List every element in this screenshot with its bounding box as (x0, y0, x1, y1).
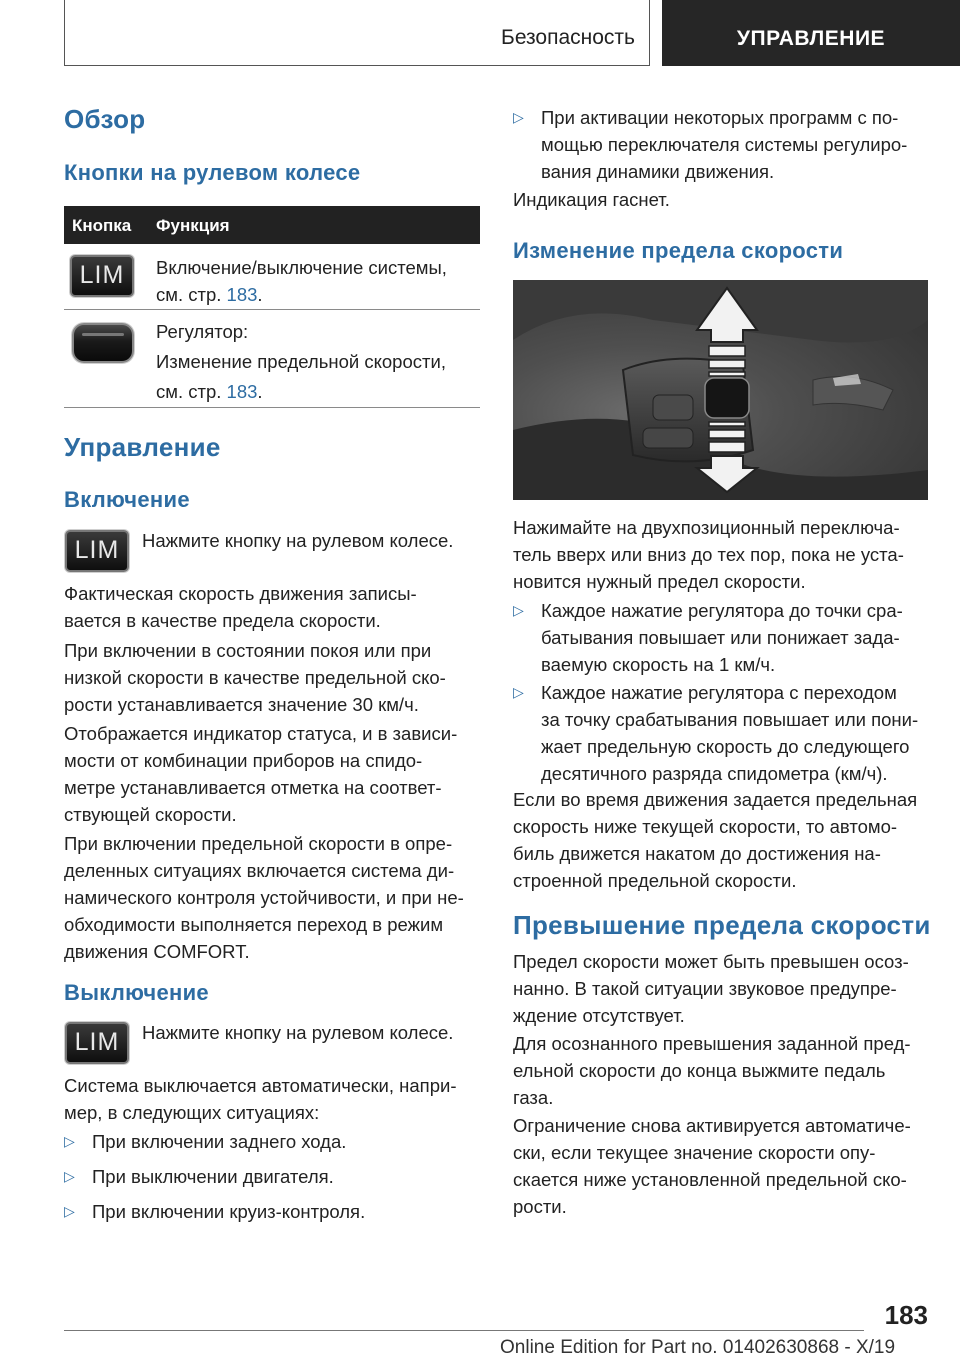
col-button-header: Кнопка (72, 216, 132, 235)
text-line: строенной предельной скорости. (513, 870, 797, 891)
exceed-paragraph-1 (513, 948, 933, 1029)
text-line: Предел скорости может быть превышен осоз‐ (513, 951, 909, 972)
off-paragraph-1 (64, 1072, 484, 1126)
bullet-text: При включении заднего хода. (92, 1131, 347, 1152)
row1-text (156, 254, 476, 308)
text-line: Каждое нажатие регулятора с переходом (541, 682, 897, 703)
bullet-triangle-icon: ▷ (513, 109, 524, 125)
rocker-switch-icon (72, 323, 134, 363)
heading-exceed: Превышение предела скорости (513, 910, 931, 940)
lim-button-icon: LIM (65, 530, 129, 572)
row1-ref-prefix: см. стр. (156, 284, 227, 305)
bullet-text (513, 597, 933, 678)
text-line: метре устанавливается отметка на соответ‐ (64, 777, 442, 798)
on-press-text: Нажмите кнопку на рулевом колесе. (142, 530, 454, 551)
text-line: тель вверх или вниз до тех пор, пока не уста‐ (513, 544, 904, 565)
on-paragraph-3 (64, 720, 484, 828)
page-number: 183 (884, 1300, 928, 1330)
on-paragraph-2 (64, 637, 484, 718)
indicator-off-text: Индикация гаснет. (513, 189, 670, 210)
bullet-triangle-icon: ▷ (64, 1133, 75, 1149)
text-line: обходимости выполняется переход в режим (64, 914, 444, 935)
exceed-paragraph-3 (513, 1112, 933, 1220)
list-item (513, 679, 933, 787)
text-line: батывания повышает или понижает зада‐ (541, 627, 900, 648)
paragraph-coast (513, 786, 943, 894)
heading-change: Изменение предела скорости (513, 238, 844, 263)
row1-line1: Включение/выключение системы, (156, 257, 447, 278)
table-row (64, 244, 480, 310)
text-line: Каждое нажатие регулятора до точки сра‐ (541, 600, 903, 621)
text-line: ельной скорости до конца выжмите педаль (513, 1060, 886, 1081)
page-ref-link[interactable]: 183 (226, 284, 258, 305)
on-paragraph-4 (64, 830, 484, 965)
text-line: движения COMFORT. (64, 941, 250, 962)
bullet-triangle-icon: ▷ (513, 684, 524, 700)
text-line: мости от комбинации приборов на спидо‐ (64, 750, 423, 771)
text-line: вается в качестве предела скорости. (64, 610, 381, 631)
text-line: При включении в состоянии покоя или при (64, 640, 432, 661)
text-line: деленных ситуациях включается система ди‐ (64, 860, 455, 881)
row2-line2: Изменение предельной скорости, (156, 351, 446, 372)
heading-off: Выключение (64, 980, 209, 1005)
header-section: Безопасность (501, 26, 635, 49)
text-line: мощью переключателя системы регулиро‐ (541, 134, 908, 155)
exceed-paragraph-2 (513, 1030, 933, 1111)
text-line: При активации некоторых программ с по‐ (541, 107, 899, 128)
page-ref-link[interactable]: 183 (226, 381, 258, 402)
text-line: При включении предельной скорости в опре‐ (64, 833, 453, 854)
text-line: Отображается индикатор статуса, и в зависи‐ (64, 723, 458, 744)
text-line: жает предельную скорость до следующего (541, 736, 910, 757)
bullet-triangle-icon: ▷ (64, 1203, 75, 1219)
text-line: ствующей скорости. (64, 804, 237, 825)
change-paragraph (513, 514, 933, 595)
text-line: за точку срабатывания повышает или пони‐ (541, 709, 919, 730)
text-line: мер, в следующих ситуациях: (64, 1102, 320, 1123)
text-line: ваемую скорость на 1 км/ч. (541, 654, 776, 675)
text-line: вания динамики движения. (541, 161, 775, 182)
text-line: рости. (513, 1196, 567, 1217)
text-line: рости устанавливается значение 30 км/ч. (64, 694, 419, 715)
on-paragraph-1 (64, 580, 484, 634)
text-line: новится нужный предел скорости. (513, 571, 806, 592)
text-line: нанно. В такой ситуации звуковое предупре‐ (513, 978, 897, 999)
text-line: Система выключается автоматически, напри‐ (64, 1075, 457, 1096)
header-frame (64, 0, 650, 66)
bullet-triangle-icon: ▷ (513, 602, 524, 618)
steering-wheel-photo (513, 280, 928, 500)
lim-button-icon: LIM (70, 255, 134, 297)
text-line: Если во время движения задается предельная (513, 789, 918, 810)
list-item (513, 104, 933, 185)
heading-on: Включение (64, 487, 190, 512)
text-line: Фактическая скорость движения записы‐ (64, 583, 417, 604)
text-line: десятичного разряда спидометра (км/ч). (541, 763, 888, 784)
text-line: Нажимайте на двухпозиционный переключа‐ (513, 517, 900, 538)
table-header (64, 206, 480, 244)
off-press-text: Нажмите кнопку на рулевом колесе. (142, 1022, 454, 1043)
row2-line1: Регулятор: (156, 321, 249, 342)
text-line: Ограничение снова активируется автоматиче‐ (513, 1115, 911, 1136)
bullet-triangle-icon: ▷ (64, 1168, 75, 1184)
row2-text (156, 317, 476, 407)
footer-divider (64, 1330, 864, 1331)
list-item (64, 1163, 334, 1190)
text-line: низкой скорости в качестве предельной ско‐ (64, 667, 446, 688)
heading-control: Управление (64, 432, 221, 462)
heading-overview: Обзор (64, 104, 146, 134)
text-line: газа. (513, 1087, 554, 1108)
text-line: биль движется накатом до достижения на‐ (513, 843, 881, 864)
row2-ref-prefix: см. стр. (156, 381, 227, 402)
list-item (64, 1198, 365, 1225)
footer-edition: Online Edition for Part no. 01402630868 - X/19 (500, 1337, 896, 1358)
col-function-header: Функция (156, 216, 230, 235)
text-line: Для осознанного превышения заданной пред‐ (513, 1033, 911, 1054)
bullet-text: При выключении двигателя. (92, 1166, 334, 1187)
text-line: скается ниже установленной предельной ско‐ (513, 1169, 907, 1190)
heading-buttons: Кнопки на рулевом колесе (64, 160, 361, 185)
bullet-text (513, 104, 933, 185)
bullet-text (513, 679, 933, 787)
text-line: ски, если текущее значение скорости опу‐ (513, 1142, 876, 1163)
table-row (64, 310, 480, 408)
steering-wheel-illustration (513, 280, 928, 500)
text-line: намического контроля устойчивости, и при не‐ (64, 887, 464, 908)
list-item (513, 597, 933, 678)
buttons-table (64, 206, 480, 408)
text-line: ждение отсутствует. (513, 1005, 685, 1026)
header-chapter: УПРАВЛЕНИЕ (662, 0, 960, 66)
bullet-text: При включении круиз-контроля. (92, 1201, 366, 1222)
text-line: скорость ниже текущей скорости, то автомо‐ (513, 816, 898, 837)
list-item (64, 1128, 346, 1155)
lim-button-icon: LIM (65, 1022, 129, 1064)
row1-ref-suffix: . (257, 284, 263, 305)
row2-ref-suffix: . (257, 381, 263, 402)
